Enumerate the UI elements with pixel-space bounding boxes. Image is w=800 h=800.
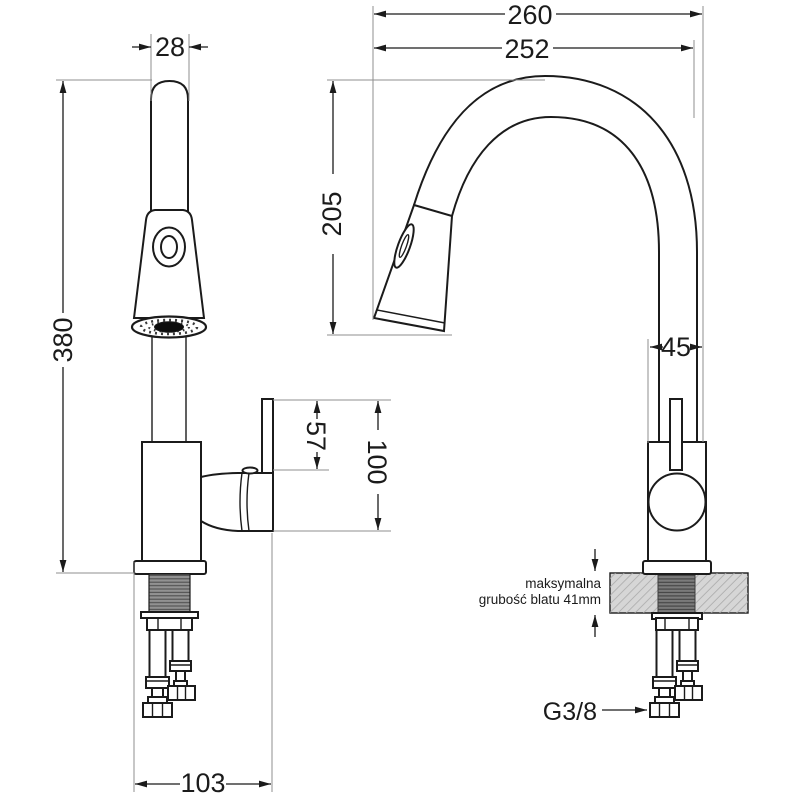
supply-hose-left-front bbox=[143, 630, 172, 717]
supply-hose-right-side bbox=[675, 630, 702, 700]
dim-base-span bbox=[135, 768, 271, 798]
dim-spout-depth bbox=[374, 34, 693, 64]
side-view bbox=[374, 76, 748, 717]
front-riser-tube bbox=[152, 334, 186, 444]
threaded-shank-front bbox=[149, 574, 190, 612]
dim-base-span-label: 103 bbox=[180, 768, 226, 798]
mounting-flange-front bbox=[134, 561, 206, 574]
dim-total-depth-label: 260 bbox=[507, 0, 553, 30]
dim-spout-width bbox=[132, 32, 208, 62]
dim-handle-lever-height bbox=[301, 401, 331, 469]
dim-total-depth bbox=[374, 0, 702, 30]
handle-hub-front bbox=[201, 468, 273, 532]
front-spout-tube bbox=[151, 81, 188, 212]
supply-hose-left-side bbox=[650, 630, 679, 717]
dim-spout-width-label: 28 bbox=[154, 32, 186, 62]
countertop-note-line2: grubość blatu 41mm bbox=[478, 592, 601, 607]
front-view bbox=[132, 81, 273, 717]
mounting-flange-side bbox=[643, 561, 711, 574]
hose-nut-right-front bbox=[168, 686, 195, 700]
hose-nut-g38-front bbox=[143, 703, 172, 717]
dim-spout-depth-label: 252 bbox=[504, 34, 550, 64]
hose-nut-right-side bbox=[675, 686, 702, 700]
dim-body-depth-label: 45 bbox=[660, 332, 692, 362]
dim-body-depth bbox=[650, 332, 702, 362]
hose-nut-g38-side bbox=[650, 703, 679, 717]
dim-total-height bbox=[48, 81, 78, 572]
hub-top-detail bbox=[243, 468, 258, 474]
thread-size-callout bbox=[543, 698, 647, 726]
countertop-thickness-annotation bbox=[479, 549, 602, 637]
thread-through-slab bbox=[658, 573, 695, 613]
thread-size-label: G3/8 bbox=[542, 698, 597, 726]
countertop-note-line1: maksymalna bbox=[525, 576, 601, 591]
dim-handle-lever-height-label: 57 bbox=[301, 420, 331, 452]
dim-spout-height-label: 205 bbox=[317, 191, 347, 237]
supply-hose-right-front bbox=[168, 630, 195, 700]
handle-lever-side bbox=[670, 399, 682, 470]
aerator-face bbox=[132, 317, 206, 338]
front-body bbox=[142, 442, 201, 561]
side-spout-arc bbox=[414, 76, 697, 442]
mounting-nut-side bbox=[656, 618, 698, 630]
countertop-slab bbox=[610, 573, 748, 613]
side-joint-circle bbox=[649, 474, 706, 531]
dim-total-height-label: 380 bbox=[48, 317, 78, 363]
dim-spout-height bbox=[317, 81, 347, 334]
dim-body-height-label: 100 bbox=[362, 439, 392, 485]
aerator-core bbox=[155, 322, 184, 332]
handle-lever-front bbox=[262, 399, 273, 473]
sprayer-button-front bbox=[153, 228, 185, 267]
side-sprayer-head bbox=[374, 205, 452, 331]
mounting-nut-front bbox=[147, 618, 192, 630]
dim-body-height bbox=[362, 401, 392, 530]
